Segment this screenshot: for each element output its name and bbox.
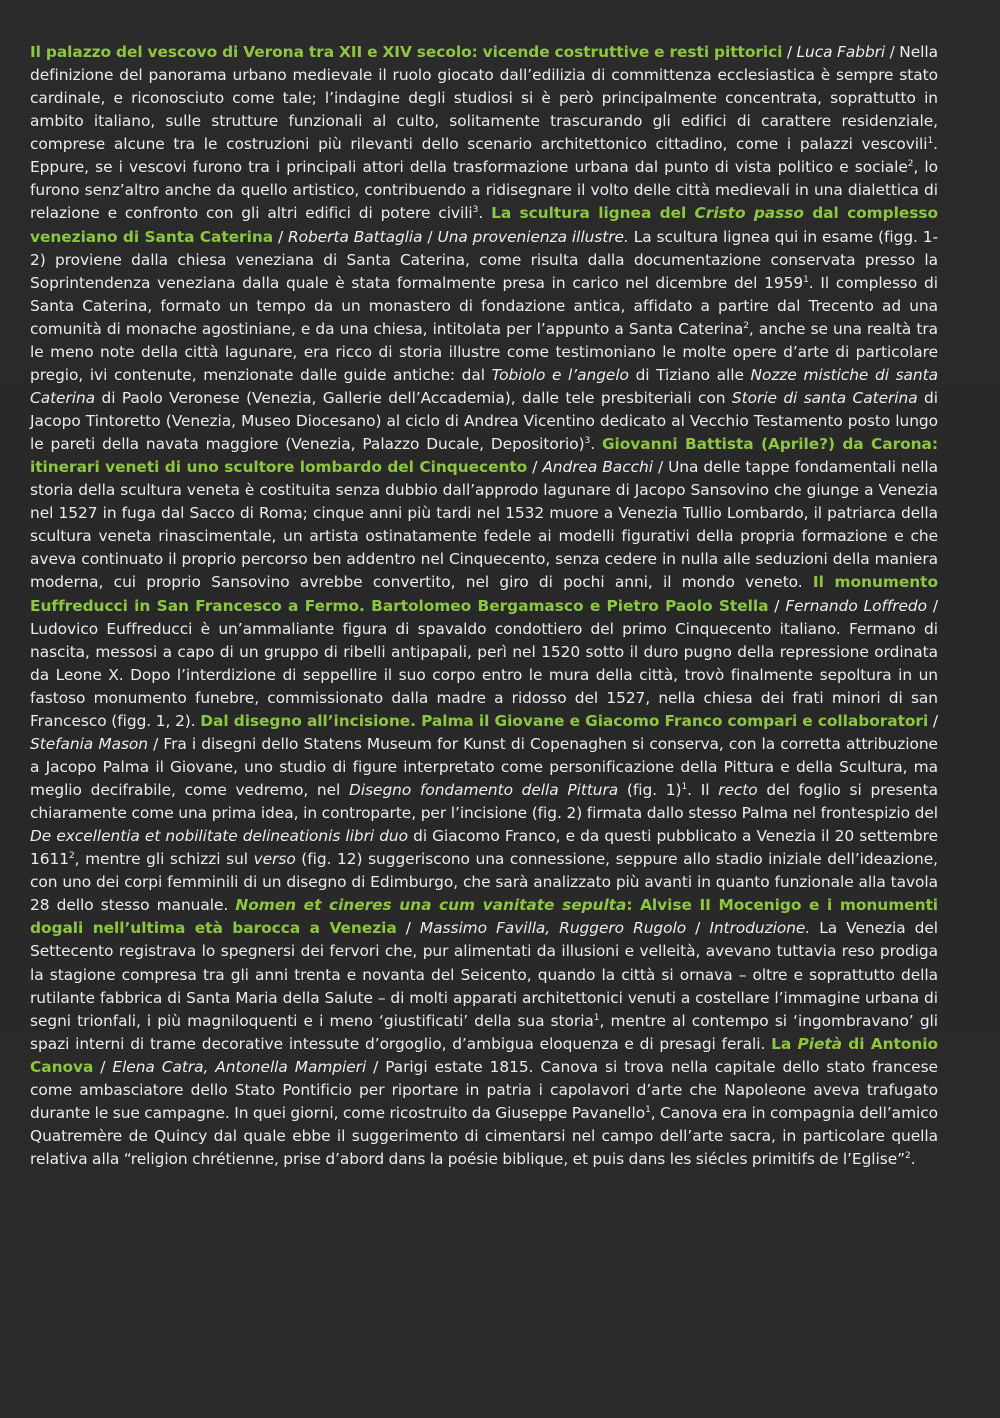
article-text: (fig. 12) suggeriscono una connessione, seppure allo stadio iniziale dell’ideazione, con uno dei corpi femminili di un disegno di Edimburgo, che sarà analizzato più avanti in quanto funzionale alla tavola 28 dello stesso manuale. bbox=[30, 850, 938, 915]
separator: / bbox=[366, 1057, 386, 1076]
article-author: Stefania Mason bbox=[30, 734, 148, 753]
article-text: Fra i disegni dello Statens Museum for Kunst di Copenaghen si conserva, con la corretta attribuzione a Jacopo Palma il Giovane, uno studio di figure interpretato come personificazione della Pittura e della Scultura, ma meglio decifrabile, come vedremo, nel bbox=[30, 734, 938, 799]
separator: / bbox=[885, 43, 900, 61]
article-text: La Venezia del Settecento registrava lo spegnersi dei fervori che, pur alimentati da illusioni e velleità, avevano tuttavia reso prodiga la stagione compresa tra gli anni trenta e novanta del Seicento, quando la città si ornava – oltre e soprattutto della rutilante fabbrica di Santa Maria della Salute – di molti apparati architettonici venuti a costellare l’immagine urbana di segni trionfali, i più magniloquenti e i meno ‘giustificati’ della sua storia bbox=[30, 919, 939, 1030]
separator: / bbox=[926, 596, 938, 615]
title-part-italic: Cristo passo bbox=[694, 204, 804, 223]
article-text: di Paolo Veronese (Venezia, Gallerie dell’Accademia), dalle tele presbiteriali con bbox=[95, 388, 732, 407]
footnote-ref: 1 bbox=[645, 1104, 651, 1115]
footnote-ref: 1 bbox=[593, 1012, 600, 1023]
article-text: di Giacomo Franco, e da questi pubblicato a Venezia il 20 settembre 1611 bbox=[30, 827, 938, 869]
article-text: . Il bbox=[687, 781, 719, 799]
footnote-ref: 2 bbox=[68, 851, 75, 862]
article-text: di Jacopo Tintoretto (Venezia, Museo Diocesano) al ciclo di Andrea Vicentino dedicato al Vecchio Testamento posto lungo le pareti della navata maggiore (Venezia, Palazzo Ducale, Depositorio) bbox=[30, 388, 938, 454]
separator: / bbox=[928, 711, 938, 730]
article-title: Il palazzo del vescovo di Verona tra XII e XIV secolo: vicende costruttive e resti pittorici bbox=[30, 43, 783, 61]
separator: / bbox=[768, 596, 786, 615]
section-title: Una provenienza illustre. bbox=[437, 227, 629, 246]
article-author: Fernando Loffredo bbox=[785, 596, 927, 615]
title-part: di Antonio Canova bbox=[30, 1034, 938, 1076]
article-text: del foglio si presenta chiaramente come una prima idea, in controparte, per l’incisione (fig. 2) firmata dallo stesso Palma nel frontespizio del bbox=[30, 781, 938, 823]
footnote-ref: 3 bbox=[584, 435, 591, 446]
title-part: dal complesso veneziano di Santa Caterina bbox=[30, 204, 938, 246]
article-text: , anche se una realtà tra le meno note della città lagunare, era ricco di storia illustre come testimoniano le molte opere d’arte di particolare pregio, ivi contenute, menzionate dalle guide antiche: dal bbox=[30, 319, 939, 384]
title-part: La bbox=[771, 1034, 798, 1053]
summary-text-block bbox=[30, 41, 938, 1171]
article-author: Luca Fabbri bbox=[796, 43, 886, 61]
article-text: , Canova era in compagnia dell’amico Quatremère de Quincy dal quale ebbe il suggerimento di cimentarsi nel campo dell’arte sacra, in particolare quella relativa alla “religion chrétienne, prise d’abord dans la poésie biblique, et puis dans les siécles primitifs de l’Eglise” bbox=[30, 1103, 939, 1168]
book-title: De excellentia et nobilitate delineationis libri duo bbox=[30, 827, 408, 846]
article-author: Elena Catra, Antonella Mampieri bbox=[112, 1057, 367, 1076]
title-part: : Alvise II Mocenigo e i monumenti dogali nell’ultima età barocca a Venezia bbox=[30, 896, 939, 938]
article-text: , mentre al contempo si ‘ingombravano’ gli spazi interni di trame decorative intessute d’orgoglio, d’ambigua eloquenza e di presagi ferali. bbox=[30, 1011, 938, 1053]
separator: / bbox=[686, 919, 710, 938]
artwork-title: Tobiolo e l’angelo bbox=[491, 365, 629, 384]
separator: / bbox=[422, 227, 438, 246]
separator: / bbox=[147, 734, 164, 753]
separator: / bbox=[273, 227, 289, 246]
article-author: Roberta Battaglia bbox=[288, 227, 423, 246]
separator: / bbox=[782, 43, 797, 61]
title-part-italic: Pietà bbox=[797, 1034, 842, 1053]
footnote-ref: 2 bbox=[743, 320, 749, 331]
article-text: . bbox=[910, 1150, 916, 1168]
italic-term: verso bbox=[253, 850, 296, 869]
footnote-ref: 1 bbox=[681, 781, 688, 792]
footnote-ref: 1 bbox=[803, 274, 809, 285]
separator: / bbox=[527, 458, 543, 477]
artwork-title: Storie di santa Caterina bbox=[731, 388, 918, 407]
article-text: , mentre gli schizzi sul bbox=[74, 850, 254, 869]
footnote-ref: 1 bbox=[927, 136, 934, 147]
article-text: La scultura lignea qui in esame (figg. 1-2) proviene dalla chiesa veneziana di Santa Caterina, come risulta dalla documentazione conservata presso la Soprintendenza veneziana dalla quale è stata formalmente presa in carico nel dicembre del 1959 bbox=[30, 227, 939, 292]
italic-term: recto bbox=[718, 781, 758, 799]
article-text: Parigi estate 1815. Canova si trova nella capitale dello stato francese come ambasciatore dello Stato Pontificio per riportare in patria i capolavori d’arte che Napoleone aveva trafugato durante le sue campagne. In quei giorni, come ricostruito da Giuseppe Pavanello bbox=[30, 1057, 938, 1122]
article-author: Massimo Favilla, Ruggero Rugolo bbox=[419, 919, 687, 938]
article-text: . Il complesso di Santa Caterina, formato un tempo da un monastero di fondazione antica, affidato a partire dal Trecento ad una comunità di monache agostiniane, e da una chiesa, intitolata per l’appunto a Santa Caterina bbox=[30, 273, 938, 338]
article-title: Il monumento Euffreducci in San Francesco a Fermo. Bartolomeo Bergamasco e Pietro Paolo Stella bbox=[30, 573, 938, 615]
article-text: Nella definizione del panorama urbano medievale il ruolo giocato dall’edilizia di committenza ecclesiastica è sempre stato cardinale, e riconosciuto come tale; l’indagine degli studiosi si è però principalmente concentrata, soprattutto in ambito italiano, sulle strutture funzionali al culto, solitamente trascurando gli edifici di carattere residenziale, comprese alcune tra le costruzioni più rilevanti dello scenario architettonico cittadino, come i palazzi vescovili bbox=[30, 43, 938, 154]
article-text: . bbox=[590, 435, 596, 454]
article-text: , lo furono senz’altro anche da quello artistico, contribuendo a ridisegnare il volto delle città medievali in una dialettica di relazione e confronto con gli altri edifici di potere civili bbox=[30, 158, 938, 223]
artwork-title: Disegno fondamento della Pittura bbox=[349, 781, 619, 799]
article-author: Andrea Bacchi bbox=[542, 458, 653, 477]
article-text: di Tiziano alle bbox=[628, 365, 751, 384]
title-part-italic: Nomen et cineres una cum vanitate sepulta bbox=[235, 896, 627, 915]
title-part: La scultura lignea del bbox=[491, 204, 695, 223]
article-text: Una delle tappe fondamentali nella storia della scultura veneta è costituita senza dubbio dall’approdo lagunare di Jacopo Sansovino che giunge a Venezia nel 1527 in fuga dal Sacco di Roma; cinque anni più tardi nel 1532 muore a Venezia Tullio Lombardo, il patriarca della scultura veneta rinascimentale, un artista ostinatamente fedele ai modelli figurativi della propria formazione e che aveva continuato il proprio percorso ben addentro nel Cinquecento, senza cedere in nulla alle seduzioni della maniera moderna, cui proprio Sansovino avrebbe convertito, nel giro di pochi anni, il mondo veneto. bbox=[30, 458, 938, 592]
separator: / bbox=[396, 919, 420, 938]
separator: / bbox=[93, 1057, 113, 1076]
section-title: Introduzione. bbox=[709, 919, 811, 938]
article-text: . Eppure, se i vescovi furono tra i principali attori della trasformazione urbana dal punto di vista politico e sociale bbox=[30, 135, 938, 177]
artwork-title: Nozze mistiche di santa Caterina bbox=[30, 365, 938, 407]
footnote-ref: 2 bbox=[905, 1150, 911, 1161]
separator: / bbox=[652, 458, 669, 477]
footnote-ref: 2 bbox=[907, 159, 914, 170]
article-text: (fig. 1) bbox=[618, 781, 682, 799]
footnote-ref: 3 bbox=[472, 205, 479, 216]
article-title: Giovanni Battista (Aprile?) da Carona: itinerari veneti di uno scultore lombardo del Cinquecento bbox=[30, 435, 938, 477]
article-title: Dal disegno all’incisione. Palma il Giovane e Giacomo Franco compari e collaboratori bbox=[200, 711, 929, 730]
article-text: Ludovico Euffreducci è un’ammaliante figura di spavaldo condottiero del primo Cinquecento italiano. Fermano di nascita, messosi a capo di un gruppo di ribelli antipapali, perì nel 1520 sotto il duro pugno della repressione ordinata da Leone X. Dopo l’interdizione di seppellire il suo corpo entro le mura della città, trovò finalmente sepoltura in un fastoso monumento funebre, commissionato dalla madre a ridosso del 1527, nella chiesa dei frati minori di san Francesco (figg. 1, 2). bbox=[30, 619, 938, 730]
article-text: . bbox=[478, 204, 484, 223]
